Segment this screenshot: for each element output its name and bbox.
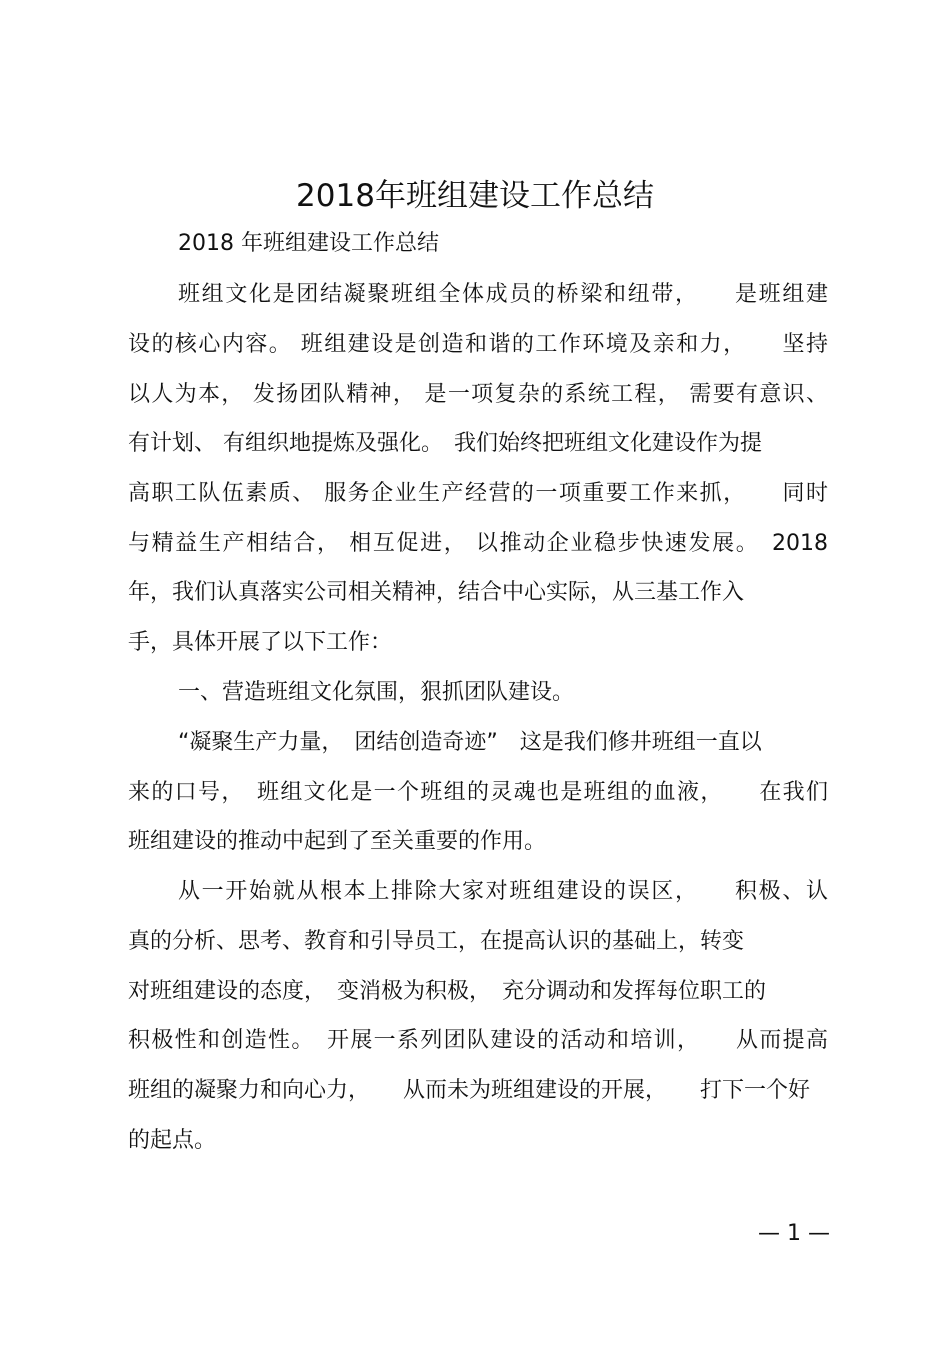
paragraph-line: 设的核心内容。 班组建设是创造和谐的工作环境及亲和力， 坚持 [128,332,828,357]
paragraph-line: 从一开始就从根本上排除大家对班组建设的误区， 积极、认 [178,879,828,904]
paragraph-line: 以人为本， 发扬团队精神， 是一项复杂的系统工程， 需要有意识、 [128,382,828,407]
document-title: 2018年班组建设工作总结 [296,178,654,214]
page-number: — 1 — [758,1221,830,1246]
paragraph-line: 有计划、 有组织地提炼及强化。 我们始终把班组文化建设作为提 [128,431,762,456]
paragraph-line: 班组文化是团结凝聚班组全体成员的桥梁和纽带， 是班组建 [178,282,828,307]
paragraph-line: 与精益生产相结合， 相互促进， 以推动企业稳步快速发展。 2018 [128,531,828,556]
paragraph-line: “凝聚生产力量， 团结创造奇迹” 这是我们修井班组一直以 [178,730,762,755]
section-heading: 一、营造班组文化氛围，狠抓团队建设。 [178,680,575,705]
paragraph-line: 积极性和创造性。 开展一系列团队建设的活动和培训， 从而提高 [128,1028,828,1053]
paragraph-line: 班组建设的推动中起到了至关重要的作用。 [128,829,547,854]
paragraph-line: 班组的凝聚力和向心力， 从而未为班组建设的开展， 打下一个好 [128,1078,811,1103]
paragraph-line: 真的分析、思考、教育和引导员工，在提高认识的基础上，转变 [128,929,745,954]
paragraph-line: 年，我们认真落实公司相关精神，结合中心实际，从三基工作入 [128,580,745,605]
paragraph-line: 来的口号， 班组文化是一个班组的灵魂也是班组的血液， 在我们 [128,780,828,805]
paragraph-line: 对班组建设的态度， 变消极为积极， 充分调动和发挥每位职工的 [128,979,767,1004]
paragraph-line: 手，具体开展了以下工作： [128,630,393,655]
paragraph-line: 高职工队伍素质、 服务企业生产经营的一项重要工作来抓， 同时 [128,481,828,506]
paragraph-line: 的起点。 [128,1128,217,1153]
document-subtitle: 2018 年班组建设工作总结 [178,231,439,256]
